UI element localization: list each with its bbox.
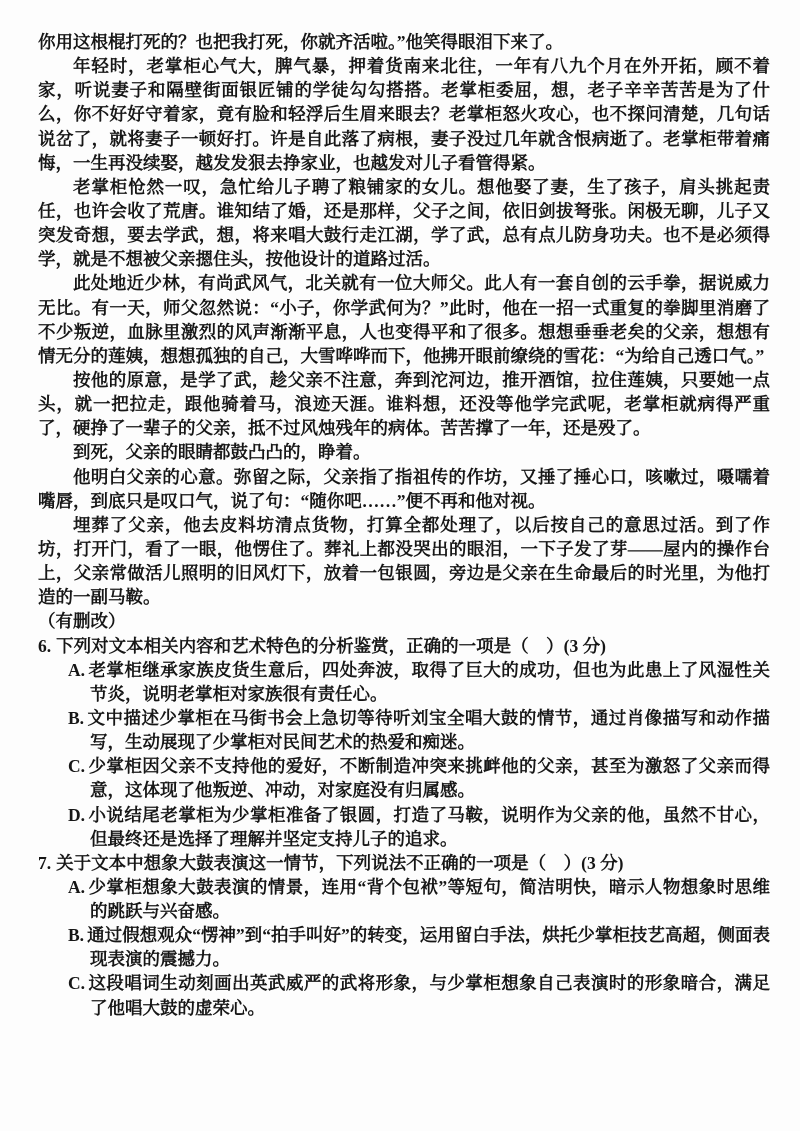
- passage-continuation-line: 你用这根棍打死的？也把我打死，你就齐活啦。”他笑得眼泪下来了。: [38, 32, 563, 52]
- option-label: D.: [68, 804, 86, 825]
- option-text: 少掌柜因父亲不支持他的爱好，不断制造冲突来挑衅他的父亲，甚至为激怒了父亲而得意，这体现了他叛逆、冲动，对家庭没有归属感。: [88, 756, 770, 801]
- passage-paragraph: 老掌柜怆然一叹，急忙给儿子聘了粮铺家的女儿。想他娶了妻，生了孩子，肩头挑起责任，也许会收了荒唐。谁知结了婚，还是那样，父子之间，依旧剑拔弩张。闲极无聊，儿子又突发奇想，要去学武，想，将来唱大鼓行走江湖，学了武，总有点儿防身功夫。也不是必须得学，就是不想被父亲摁住头，按他设计的道路过活。: [38, 176, 770, 270]
- passage-paragraph: 此处地近少林，有尚武风气，北关就有一位大师父。此人有一套自创的云手拳，据说威力无比。有一天，师父忽然说：“小子，你学武何为？”此时，他在一招一式重复的拳脚里消磨了不少叛逆，血脉里激烈的风声渐渐平息，人也变得平和了很多。想想垂垂老矣的父亲，想想有情无分的莲姨，想想孤独的自己，大雪哗哗而下，他拂开眼前缭绕的雪花：“为给自己透口气。”: [38, 273, 770, 366]
- option-text: 通过假想观众“愣神”到“拍手叫好”的转变，运用留白手法，烘托少掌柜技艺高超，侧面表现表演的震撼力。: [87, 925, 770, 970]
- option-label: A.: [68, 659, 86, 680]
- option-text: 文中描述少掌柜在马街书会上急切等待听刘宝全唱大鼓的情节，通过肖像描写和动作描写，生动展现了少掌柜对民间艺术的热爱和痴迷。: [87, 707, 770, 753]
- option-label: A.: [68, 876, 86, 897]
- option-label: B.: [68, 707, 85, 728]
- question-7: [38, 851, 770, 1020]
- passage-paragraph: 到死，父亲的眼睛都鼓凸凸的，睁着。: [73, 442, 371, 463]
- option-label: C.: [68, 756, 86, 777]
- question-stem-text: 下列对文本相关内容和艺术特色的分析鉴赏，正确的一项是（ ）(3 分): [56, 635, 606, 656]
- passage-paragraph: 他明白父亲的心意。弥留之际，父亲指了指祖传的作坊，又捶了捶心口，咳嗽过，嗫嚅着嘴唇，到底只是叹口气，说了句：“随你吧……”便不再和他对视。: [38, 466, 770, 511]
- question-stem: [38, 634, 770, 658]
- question-6-option-a: [68, 658, 770, 706]
- question-6: [38, 634, 770, 851]
- question-7-option-b: [68, 923, 770, 971]
- question-6-option-b: [68, 706, 770, 754]
- option-text: 这段唱词生动刻画出英武威严的武将形象，与少掌柜想象自己表演时的形象暗合，满足了他唱大鼓的虚荣心。: [88, 973, 770, 1018]
- question-number: 7.: [38, 852, 52, 873]
- question-6-option-d: [68, 803, 770, 851]
- option-text: 老掌柜继承家族皮货生意后，四处奔波，取得了巨大的成功，但也为此患上了风湿性关节炎，说明老掌柜对家族很有责任心。: [88, 659, 770, 704]
- option-text: 少掌柜想象大鼓表演的情景，连用“背个包袱”等短句，简洁明快，暗示人物想象时思维的跳跃与兴奋感。: [88, 876, 770, 922]
- passage-paragraph: 年轻时，老掌柜心气大，脾气暴，押着货南来北往，一年有八九个月在外开拓，顾不着家，听说妻子和隔壁街面银匠铺的学徒勾勾搭搭。老掌柜委屈，想，老子辛辛苦苦是为了什么，你不好好守着家，竟有脸和轻浮后生眉来眼去？老掌柜怒火攻心，也不探问清楚，几句话说岔了，就将妻子一顿好打。许是自此落了病根，妻子没过几年就含恨病逝了。老掌柜带着痛悔，一生再没续娶，越发发狠去挣家业，也越发对儿子看管得紧。: [38, 56, 770, 173]
- option-label: B.: [68, 925, 85, 946]
- reading-passage: [38, 30, 770, 634]
- question-stem: [38, 851, 770, 875]
- passage-attribution: （有删改）: [38, 611, 126, 632]
- question-7-option-a: [68, 875, 770, 923]
- question-7-option-c: [68, 971, 770, 1019]
- option-text: 小说结尾老掌柜为少掌柜准备了银圆，打造了马鞍，说明作为父亲的他，虽然不甘心，但最终还是选择了理解并坚定支持儿子的追求。: [88, 804, 770, 849]
- question-6-option-c: [68, 754, 770, 802]
- option-label: C.: [68, 973, 86, 994]
- passage-paragraph: 埋葬了父亲，他去皮料坊清点货物，打算全都处理了，以后按自己的意思过活。到了作坊，打开门，看了一眼，他愣住了。葬礼上都没哭出的眼泪，一下子发了芽——屋内的操作台上，父亲常做活儿照明的旧风灯下，放着一包银圆，旁边是父亲在生命最后的时光里，为他打造的一副马鞍。: [38, 514, 770, 608]
- passage-paragraph: 按他的原意，是学了武，趁父亲不注意，奔到沱河边，推开酒馆，拉住莲姨，只要她一点头，就一把拉走，跟他骑着马，浪迹天涯。谁料想，还没等他学完武呢，老掌柜就病得严重了，硬挣了一辈子的父亲，抵不过风烛残年的病体。苦苦撑了一年，还是殁了。: [38, 369, 770, 439]
- question-stem-text: 关于文本中想象大鼓表演这一情节，下列说法不正确的一项是（ ）(3 分): [56, 852, 624, 873]
- question-number: 6.: [38, 635, 52, 656]
